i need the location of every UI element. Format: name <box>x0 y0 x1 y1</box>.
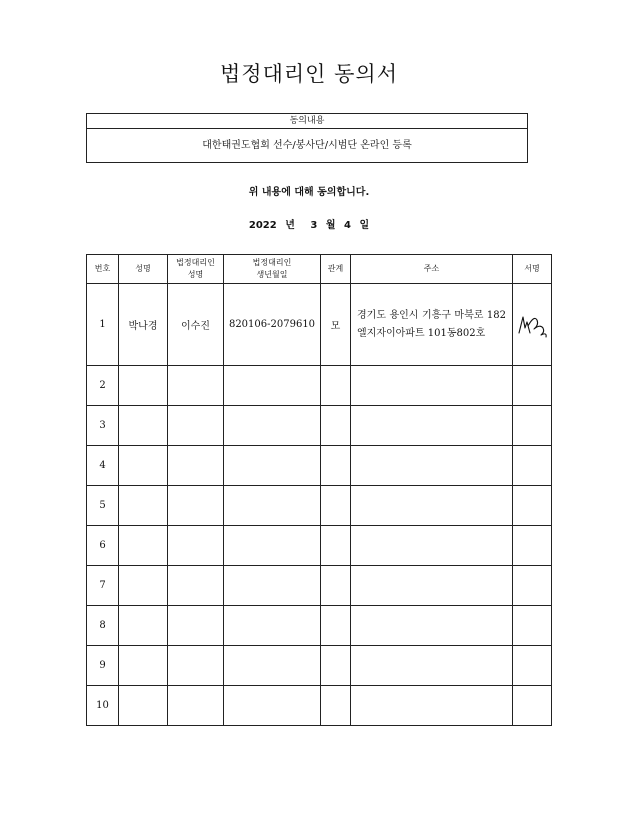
date-year: 2022 <box>248 220 277 231</box>
cell-guardian-birth <box>224 366 321 406</box>
cell-address <box>351 686 513 726</box>
table-row <box>87 646 552 686</box>
cell-relation <box>321 526 351 566</box>
header-signature: 서명 <box>513 255 552 284</box>
document-title: 법정대리인 동의서 <box>220 62 398 86</box>
cell-guardian-birth <box>224 526 321 566</box>
date-month: 3 <box>310 220 318 231</box>
consent-body: 대한태권도협회 선수/봉사단/시범단 온라인 등록 <box>202 140 412 151</box>
cell-relation <box>321 686 351 726</box>
cell-guardian-name <box>168 446 224 486</box>
table-row <box>87 406 552 446</box>
cell-guardian-birth <box>224 406 321 446</box>
cell-no: 3 <box>87 406 119 446</box>
header-guardian-birth-line2: 생년월일 <box>256 270 288 279</box>
cell-address <box>351 646 513 686</box>
date-day-unit: 일 <box>359 220 370 231</box>
cell-guardian-name <box>168 526 224 566</box>
cell-no: 2 <box>87 366 119 406</box>
cell-relation <box>321 606 351 646</box>
cell-name <box>119 686 168 726</box>
table-row <box>87 284 552 366</box>
table-row <box>87 526 552 566</box>
cell-name <box>119 446 168 486</box>
cell-signature <box>513 406 552 446</box>
cell-guardian-name <box>168 366 224 406</box>
cell-no: 1 <box>87 284 119 366</box>
cell-name <box>119 526 168 566</box>
cell-signature <box>513 446 552 486</box>
cell-signature <box>513 366 552 406</box>
cell-no: 9 <box>87 646 119 686</box>
cell-name <box>119 566 168 606</box>
table-row <box>87 606 552 646</box>
table-row <box>87 686 552 726</box>
header-relation: 관계 <box>321 255 351 284</box>
cell-address <box>351 446 513 486</box>
cell-signature <box>513 686 552 726</box>
table-row <box>87 486 552 526</box>
cell-guardian-birth <box>224 446 321 486</box>
cell-guardian-birth <box>224 566 321 606</box>
cell-address <box>351 606 513 646</box>
date-day: 4 <box>343 220 351 231</box>
guardian-table <box>86 254 552 726</box>
cell-guardian-birth <box>224 646 321 686</box>
date-year-unit: 년 <box>285 220 295 231</box>
header-name: 성명 <box>119 255 168 284</box>
cell-relation <box>321 446 351 486</box>
cell-guardian-name <box>168 686 224 726</box>
cell-guardian-birth: 820106-2079610 <box>224 284 321 366</box>
header-guardian-birth <box>224 255 321 284</box>
cell-no: 10 <box>87 686 119 726</box>
cell-relation <box>321 366 351 406</box>
cell-name <box>119 366 168 406</box>
cell-guardian-birth <box>224 486 321 526</box>
cell-address <box>351 406 513 446</box>
cell-guardian-name <box>168 486 224 526</box>
cell-name <box>119 646 168 686</box>
cell-guardian-name <box>168 406 224 446</box>
cell-guardian-birth <box>224 606 321 646</box>
cell-guardian-name: 이수진 <box>168 284 224 366</box>
cell-relation <box>321 566 351 606</box>
header-guardian-name <box>168 255 224 284</box>
header-address: 주소 <box>351 255 513 284</box>
cell-signature <box>513 486 552 526</box>
cell-signature <box>513 606 552 646</box>
header-no: 번호 <box>87 255 119 284</box>
handwritten-signature <box>516 311 548 339</box>
cell-no: 6 <box>87 526 119 566</box>
table-row <box>87 446 552 486</box>
cell-signature <box>513 526 552 566</box>
table-header-row <box>87 255 552 284</box>
header-guardian-name-line2: 성명 <box>187 270 204 279</box>
cell-guardian-name <box>168 606 224 646</box>
cell-name <box>119 406 168 446</box>
cell-relation: 모 <box>321 284 351 366</box>
cell-address <box>351 486 513 526</box>
header-guardian-birth-line1: 법정대리인 <box>252 258 292 267</box>
cell-relation <box>321 646 351 686</box>
cell-relation <box>321 486 351 526</box>
cell-signature <box>513 646 552 686</box>
consent-box <box>86 113 528 163</box>
cell-guardian-name <box>168 566 224 606</box>
table-row <box>87 566 552 606</box>
cell-address <box>351 566 513 606</box>
table-row <box>87 366 552 406</box>
cell-address: 경기도 용인시 기흥구 마북로 182 엘지자이아파트 101동802호 <box>351 284 513 366</box>
cell-guardian-birth <box>224 686 321 726</box>
cell-name: 박나경 <box>119 284 168 366</box>
cell-relation <box>321 406 351 446</box>
cell-signature <box>513 566 552 606</box>
date-line <box>0 216 618 231</box>
cell-no: 7 <box>87 566 119 606</box>
cell-address <box>351 526 513 566</box>
agree-statement: 위 내용에 대해 동의합니다. <box>248 187 370 198</box>
date-month-unit: 월 <box>325 220 336 231</box>
cell-no: 5 <box>87 486 119 526</box>
cell-no: 8 <box>87 606 119 646</box>
cell-address <box>351 366 513 406</box>
cell-name <box>119 486 168 526</box>
header-guardian-name-line1: 법정대리인 <box>176 258 215 267</box>
consent-header: 동의내용 <box>87 114 527 129</box>
cell-no: 4 <box>87 446 119 486</box>
cell-name <box>119 606 168 646</box>
cell-signature <box>513 284 552 366</box>
cell-guardian-name <box>168 646 224 686</box>
